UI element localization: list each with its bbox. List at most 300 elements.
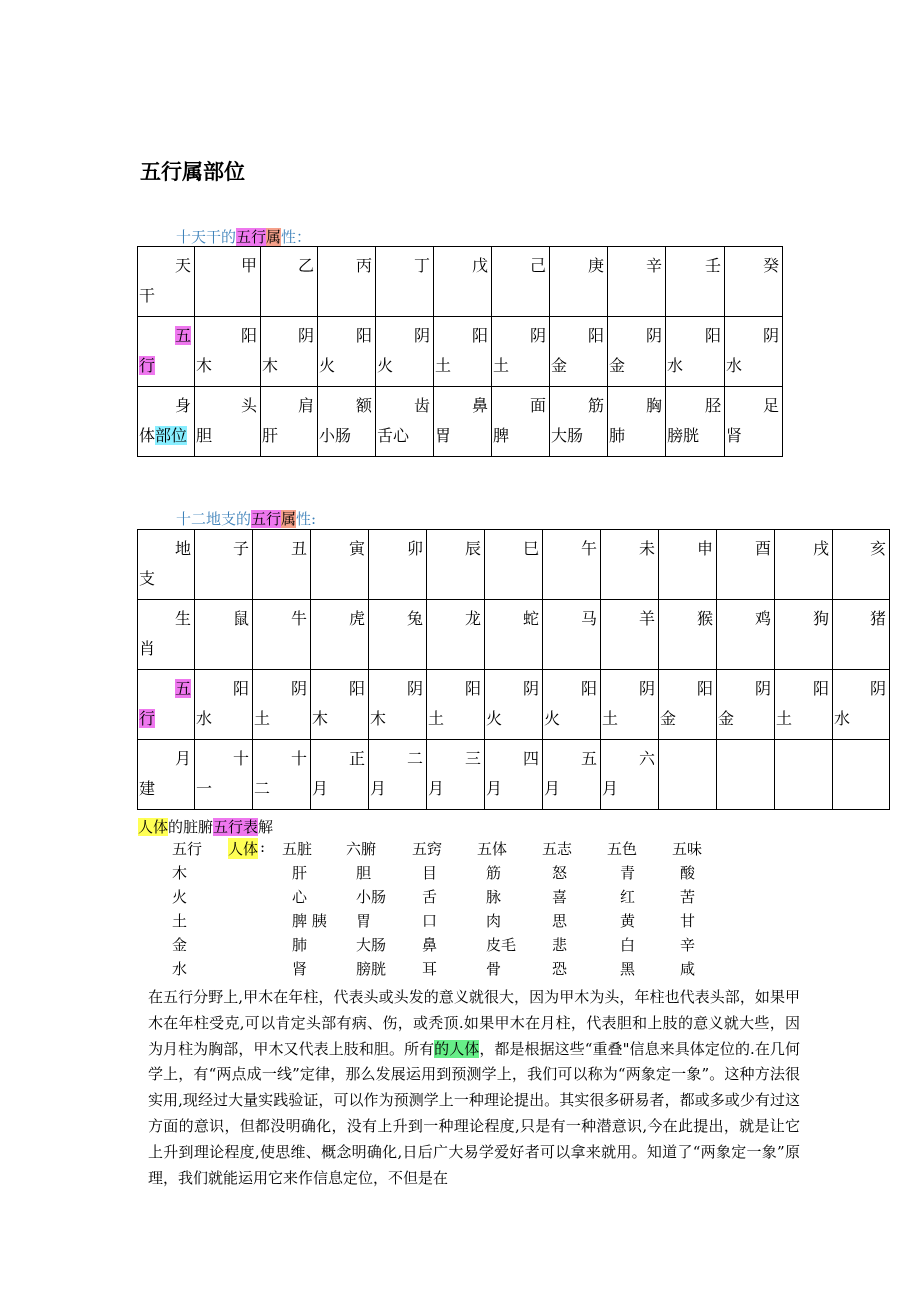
stems-cell [195,387,261,457]
branches-head-top [138,670,194,704]
stems-cell [195,247,261,317]
stems-cell-bottom: 肾 [726,426,743,445]
organs-cell: 喜 [552,888,568,906]
branches-head-top: 月 [174,749,191,768]
stems-cell [376,317,434,387]
branches-cell [485,670,543,740]
stems-row-head [138,247,195,317]
stems-cell-bottom: 脾 [493,426,510,445]
organs-cell: 小肠 [356,888,387,906]
organs-cell: 恐 [552,960,568,978]
stems-cell-top: 甲 [240,256,257,275]
branches-cell [601,740,659,810]
stems-cell-top: 乙 [297,256,314,275]
branches-cell [543,740,601,810]
branches-cell [717,600,775,670]
organs-cell: 目 [422,864,438,882]
stems-row [138,247,783,317]
branches-cell-bottom: 月 [370,779,387,798]
organs-cell: 胃 [356,912,372,930]
branches-cell-bottom: 土 [776,709,793,728]
stems-cell-top: 筋 [587,396,604,415]
organs-cell: 皮毛 [486,936,517,954]
branches-cell [311,600,369,670]
branches-cell [427,740,485,810]
stems-cell [608,317,666,387]
stems-caption-pre: 十天干的 [176,228,237,246]
branches-cell-top: 蛇 [522,609,539,628]
stems-cell-top: 胫 [704,396,721,415]
organs-col-renti: 人体 [228,840,259,858]
earthly-branches-table [137,529,890,810]
organs-cell: 土 [172,912,188,930]
stems-cell-bottom: 土 [493,356,510,375]
organs-heading-renti: 人体 [138,818,169,836]
branches-cell-top: 丑 [290,539,307,558]
organs-heading-post: 解 [258,818,274,836]
branches-cell [833,530,890,600]
stems-cell [666,317,725,387]
branches-cell [717,670,775,740]
branches-head-bottom [138,634,194,664]
branches-cell-bottom: 月 [312,779,329,798]
branches-head-bottom-text: 支 [139,569,156,588]
stems-head-bottom-text: 行 [139,356,156,375]
organs-cell: 骨 [486,960,502,978]
branches-cell [485,740,543,810]
organs-cell: 白 [620,936,636,954]
stems-cell [666,387,725,457]
stems-cell-top: 齿 [413,396,430,415]
organs-cell: 鼻 [422,936,438,954]
stems-cell [261,317,318,387]
organs-cell: 肾 [292,960,308,978]
branches-cell [543,600,601,670]
page-title: 五行属部位 [140,160,245,184]
branches-cell [485,530,543,600]
stems-cell-bottom: 舌心 [377,426,410,445]
branches-cell-top: 羊 [638,609,655,628]
stems-cell [725,317,783,387]
stems-head-top: 身 [174,396,191,415]
branches-cell-top: 卯 [406,539,423,558]
branches-row-head [138,740,195,810]
branches-row [138,740,890,810]
stems-cell [434,387,492,457]
heavenly-stems-table [137,246,783,457]
branches-head-top: 生 [174,609,191,628]
branches-cell-top: 猪 [869,609,886,628]
stems-cell [492,387,550,457]
branches-cell-top [775,740,832,774]
branches-cell-bottom: 水 [196,709,213,728]
stems-head-top: 天 [174,256,191,275]
branches-cell [833,740,890,810]
branches-head-bottom [138,704,194,734]
stems-cell-bottom: 金 [609,356,626,375]
branches-cell [717,740,775,810]
stems-cell-bottom: 木 [262,356,279,375]
branches-cell [311,740,369,810]
branches-cell-top: 酉 [754,539,771,558]
branches-cell-bottom: 土 [254,709,271,728]
branches-cell-top: 四 [522,749,539,768]
organs-cell: 咸 [680,960,696,978]
paragraph-part2: ，都是根据这些“重叠"信息来具体定位的.在几何学上，有“两点成一线”定律，那么发展运用到预测学上，我们可以称为“两象定一象”。这种方法很实用,现经过大量实践验证，可以作为预测学上一种理论提出。其实很多研易者，都或多或少有过这方面的意识，但都没明确化，没有上升到一种理论程度,只是有一种潜意识,今在此提出，就是让它上升到理论程度,使思维、概念明确化,日后广大易学爱好者可以拿来就用。知道了“两象定一象”原理，我们就能运用它来作信息定位，不但是在 [148,1039,800,1187]
organs-cell: 脉 [486,888,502,906]
stems-cell-bottom: 金 [551,356,568,375]
stems-cell [492,247,550,317]
branches-row-head [138,670,195,740]
branches-cell-top: 阳 [464,679,481,698]
branches-cell-bottom: 土 [428,709,445,728]
stems-cell [376,247,434,317]
branches-caption-pre: 十二地支的 [176,510,252,528]
branches-cell-top: 巳 [522,539,539,558]
organs-heading-wuxingbiao: 五行表 [213,818,259,836]
stems-cell-top: 庚 [587,256,604,275]
branches-cell-top: 戌 [812,539,829,558]
branches-cell-top: 龙 [464,609,481,628]
stems-cell-bottom: 火 [319,356,336,375]
organs-cell: 红 [620,888,636,906]
organs-cell: 肺 [292,936,308,954]
branches-head-bottom-text: 行 [139,709,156,728]
organs-col-wuse: 五色 [607,840,638,858]
organs-cell: 脾 胰 [292,912,327,930]
branches-cell-top: 猴 [696,609,713,628]
organs-cell: 筋 [486,864,502,882]
organs-heading-mid: 的脏腑 [168,818,214,836]
branches-cell [775,600,833,670]
organs-col-wuxing: 五行 [172,840,203,858]
stems-cell-top: 阳 [471,326,488,345]
branches-cell [659,530,717,600]
branches-cell-top: 二 [406,749,423,768]
branches-cell-top [717,740,774,774]
organs-cell: 胆 [356,864,372,882]
stems-caption-post: 性： [281,228,312,246]
stems-cell-top: 己 [529,256,546,275]
branches-cell [195,530,253,600]
paragraph-part1: 在五行分野上,甲木在年柱，代表头或头发的意义就很大，因为甲木为头，年柱也代表头部，如果甲木在年柱受克,可以肯定头部有病、伤，或秃顶.如果甲木在月柱，代表胆和上肢的意义就大些，因为月柱为胸部，甲木又代表上肢和胆。所有 [148,988,800,1058]
stems-cell-top: 丙 [355,256,372,275]
organs-heading [138,816,273,837]
branches-caption-wuxing: 五行 [251,510,282,528]
stems-cell-top: 足 [762,396,779,415]
body-paragraph [148,985,800,1191]
branches-cell [659,740,717,810]
stems-row-head [138,387,195,457]
branches-cell-top: 正 [348,749,365,768]
branches-head-top: 地 [174,539,191,558]
branches-cell [427,600,485,670]
branches-cell-bottom: 金 [660,709,677,728]
stems-head-bottom-text: 体 [139,426,156,445]
branches-cell [253,600,311,670]
branches-cell-top: 牛 [290,609,307,628]
branches-cell-bottom: 一 [196,779,213,798]
stems-cell-top: 肩 [297,396,314,415]
branches-cell-top: 申 [696,539,713,558]
branches-cell-top: 阴 [754,679,771,698]
organs-cell: 思 [552,912,568,930]
stems-cell-bottom: 土 [435,356,452,375]
stems-cell-bottom: 肺 [609,426,626,445]
branches-cell [311,530,369,600]
branches-cell-bottom: 木 [312,709,329,728]
branches-cell-bottom: 月 [428,779,445,798]
branches-head-bottom-text: 肖 [139,639,156,658]
branches-cell-top [659,740,716,774]
organs-cell: 黄 [620,912,636,930]
branches-cell [369,600,427,670]
organs-cell: 舌 [422,888,438,906]
stems-cell-bottom: 水 [667,356,684,375]
stems-cell-bottom: 水 [726,356,743,375]
organs-cell: 木 [172,864,188,882]
branches-cell [253,670,311,740]
stems-cell-top: 癸 [762,256,779,275]
stems-cell [261,247,318,317]
branches-cell-top: 阳 [812,679,829,698]
branches-cell [311,670,369,740]
stems-head-bottom [138,421,194,451]
branches-row [138,530,890,600]
organs-cell: 心 [292,888,308,906]
branches-cell-top: 阴 [638,679,655,698]
branches-cell-top: 兔 [406,609,423,628]
branches-cell-top [833,740,889,774]
stems-cell [434,247,492,317]
organs-col-wuqiao: 五窍 [412,840,443,858]
organs-cell: 悲 [552,936,568,954]
branches-cell [775,530,833,600]
branches-cell [369,670,427,740]
organs-cell: 苦 [680,888,696,906]
stems-cell [725,387,783,457]
branches-cell-bottom: 金 [718,709,735,728]
branches-cell [775,740,833,810]
organs-cell: 大肠 [356,936,387,954]
stems-cell [318,387,376,457]
branches-head-bottom [138,774,194,804]
branches-cell-top: 十 [232,749,249,768]
stems-caption-shu: 属 [266,228,282,246]
stems-head-bottom-text: 干 [139,286,156,305]
branches-cell [253,740,311,810]
stems-cell [608,247,666,317]
organs-cell: 肝 [292,864,308,882]
stems-cell [318,317,376,387]
organs-cell: 酸 [680,864,696,882]
organs-cell: 黑 [620,960,636,978]
organs-col-wuzang: 五脏 [282,840,313,858]
branches-cell [601,670,659,740]
stems-cell [492,317,550,387]
organs-cell: 水 [172,960,188,978]
stems-caption-wuxing: 五行 [236,228,267,246]
stems-cell [608,387,666,457]
stems-cell-bottom: 肝 [262,426,279,445]
stems-caption [176,226,311,247]
branches-cell [659,670,717,740]
branches-cell [601,530,659,600]
stems-cell [550,387,608,457]
stems-cell-top: 额 [355,396,372,415]
organs-cell: 辛 [680,936,696,954]
stems-cell-top: 面 [529,396,546,415]
branches-cell [659,600,717,670]
branches-cell [427,530,485,600]
stems-head-bottom [138,351,194,381]
stems-cell-top: 阴 [297,326,314,345]
stems-cell [550,317,608,387]
branches-caption-post: 性: [296,510,317,528]
branches-cell-top: 鸡 [754,609,771,628]
stems-cell-top: 阳 [704,326,721,345]
stems-head-highlight: 部位 [155,426,188,445]
stems-cell-top: 胸 [645,396,662,415]
branches-cell-top: 六 [638,749,655,768]
branches-cell-top: 鼠 [232,609,249,628]
stems-cell-top: 阳 [355,326,372,345]
branches-cell [543,530,601,600]
organs-cell: 甘 [680,912,696,930]
branches-cell-bottom: 月 [602,779,619,798]
stems-cell-bottom: 膀胱 [667,426,700,445]
branches-cell [543,670,601,740]
branches-cell [369,530,427,600]
stems-cell [434,317,492,387]
organs-cell: 火 [172,888,188,906]
branches-cell [427,670,485,740]
branches-head-top-text: 五 [174,679,191,698]
stems-head-top-text: 五 [174,326,191,345]
branches-cell-top: 阴 [869,679,886,698]
stems-cell-top: 阴 [413,326,430,345]
stems-cell-top: 阳 [240,326,257,345]
branches-head-bottom [138,564,194,594]
stems-row-head [138,317,195,387]
branches-cell-top: 五 [580,749,597,768]
branches-cell-top: 阳 [696,679,713,698]
branches-cell-top: 马 [580,609,597,628]
branches-cell [253,530,311,600]
branches-cell-bottom: 月 [544,779,561,798]
stems-cell-top: 阴 [762,326,779,345]
organs-col-wuzhi: 五志 [542,840,573,858]
branches-cell-top: 虎 [348,609,365,628]
organs-col-liufu: 六腑 [346,840,377,858]
stems-cell-bottom: 小肠 [319,426,352,445]
stems-cell [318,247,376,317]
branches-cell [833,600,890,670]
organs-col-colon: : [260,838,266,856]
branches-cell [717,530,775,600]
branches-cell-bottom: 二 [254,779,271,798]
branches-cell-top: 阳 [348,679,365,698]
branches-cell-top: 狗 [812,609,829,628]
stems-cell-bottom: 大肠 [551,426,584,445]
stems-cell [376,387,434,457]
branches-cell [195,670,253,740]
branches-caption [176,508,316,529]
branches-cell-bottom: 木 [370,709,387,728]
branches-cell [775,670,833,740]
stems-cell [550,247,608,317]
organs-cell: 耳 [422,960,438,978]
branches-cell-top: 午 [580,539,597,558]
branches-cell-top: 子 [232,539,249,558]
stems-cell-bottom: 胆 [196,426,213,445]
stems-cell [261,387,318,457]
branches-cell-bottom: 水 [834,709,851,728]
branches-cell-top: 未 [638,539,655,558]
branches-cell-bottom: 土 [602,709,619,728]
branches-cell-top: 辰 [464,539,481,558]
organs-cell: 口 [422,912,438,930]
branches-cell-top: 阴 [290,679,307,698]
branches-cell-top: 寅 [348,539,365,558]
branches-cell-top: 阴 [406,679,423,698]
branches-cell-top: 阳 [580,679,597,698]
organs-cell: 膀胱 [356,960,387,978]
stems-cell [725,247,783,317]
branches-cell [601,600,659,670]
branches-cell-bottom: 月 [486,779,503,798]
branches-cell-bottom: 火 [544,709,561,728]
stems-cell-bottom: 胃 [435,426,452,445]
branches-row-head [138,530,195,600]
branches-row [138,670,890,740]
branches-cell-top: 阴 [522,679,539,698]
organs-cell: 肉 [486,912,502,930]
stems-cell-top: 头 [240,396,257,415]
stems-cell-top: 鼻 [471,396,488,415]
stems-cell-top: 戊 [471,256,488,275]
stems-cell-top: 壬 [704,256,721,275]
branches-cell [485,600,543,670]
branches-cell [195,600,253,670]
branches-cell [369,740,427,810]
branches-cell [195,740,253,810]
stems-cell-top: 阳 [587,326,604,345]
stems-cell-top: 丁 [413,256,430,275]
stems-row [138,387,783,457]
organs-cell: 金 [172,936,188,954]
paragraph-highlight: 的人体 [434,1039,480,1058]
organs-cell: 青 [620,864,636,882]
branches-cell-top: 亥 [869,539,886,558]
branches-cell-top: 阳 [232,679,249,698]
stems-row [138,317,783,387]
branches-cell-bottom: 火 [486,709,503,728]
stems-head-bottom [138,281,194,311]
stems-cell-top: 阴 [529,326,546,345]
branches-head-bottom-text: 建 [139,779,156,798]
stems-cell-bottom: 火 [377,356,394,375]
stems-cell-top: 阴 [645,326,662,345]
stems-cell-top: 辛 [645,256,662,275]
branches-row [138,600,890,670]
organs-cell: 怒 [552,864,568,882]
branches-row-head [138,600,195,670]
organs-col-wuwei: 五味 [672,840,703,858]
stems-cell [666,247,725,317]
branches-caption-shu: 属 [281,510,297,528]
branches-cell-top: 三 [464,749,481,768]
